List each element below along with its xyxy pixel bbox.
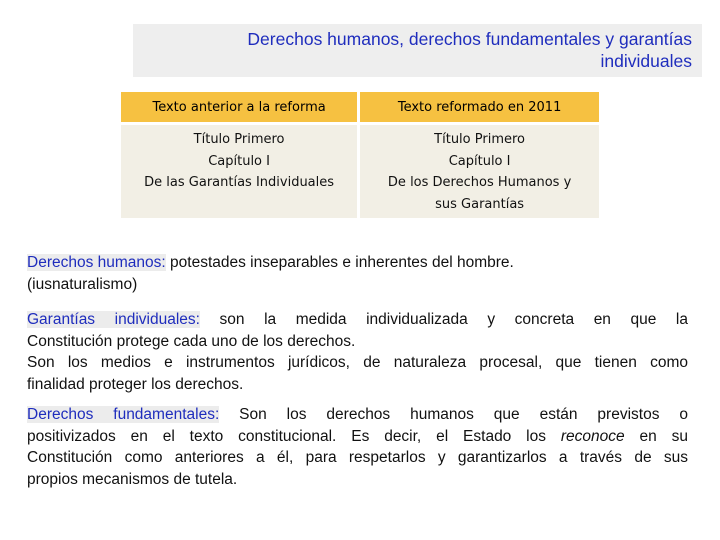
paragraph-derechos-humanos [27, 252, 688, 295]
definition-text: potestades inseparables e inherentes del hombre. [165, 254, 514, 271]
slide-title-line-1: Derechos humanos, derechos fundamentales y garantías [247, 29, 692, 49]
paragraph-line: (iusnaturalismo) [27, 275, 138, 293]
table-header-row [121, 92, 599, 125]
cell-line: sus Garantías [435, 196, 525, 212]
paragraph-line: Constitución protege cada uno de los derechos. [27, 332, 356, 350]
cell-line: Capítulo I [208, 153, 270, 169]
cell-after-reform [360, 125, 599, 218]
term-derechos-fundamentales: Derechos fundamentales: [27, 406, 220, 423]
header-before-reform: Texto anterior a la reforma [121, 92, 360, 125]
table-row [121, 125, 599, 218]
paragraph-garantias-individuales [27, 309, 688, 395]
cell-line: Capítulo I [448, 153, 511, 169]
definition-text: Son los derechos humanos que están previstos o [219, 406, 688, 423]
slide-title-line-2: individuales [600, 51, 692, 71]
paragraph-line [27, 309, 688, 331]
paragraph-line: Constitución como anteriores a él, para respetarlos y garantizarlos a través de sus [27, 449, 688, 466]
paragraph-line [27, 426, 688, 448]
comparison-table [121, 92, 599, 218]
paragraph-line [27, 252, 688, 274]
definition-text: son la medida individualizada y concreta en que la [199, 311, 688, 328]
cell-before-reform [121, 125, 360, 218]
cell-line: Título Primero [193, 132, 285, 147]
paragraph-line: propios mecanismos de tutela. [27, 470, 238, 488]
cell-line: Título Primero [434, 132, 526, 147]
term-derechos-humanos: Derechos humanos: [27, 254, 166, 271]
definition-text: positivizados en el texto constitucional. Es decir, el Estado los [27, 427, 561, 445]
header-after-reform: Texto reformado en 2011 [360, 92, 599, 125]
cell-line: De las Garantías Individuales [144, 175, 335, 190]
paragraph-line: finalidad proteger los derechos. [27, 375, 244, 393]
definition-text: en su [624, 427, 688, 445]
emphasis-reconoce: reconoce [560, 427, 625, 445]
cell-line: De los Derechos Humanos y [387, 175, 572, 190]
paragraph-derechos-fundamentales [27, 404, 688, 490]
term-garantias-individuales: Garantías individuales: [27, 311, 200, 328]
paragraph-line: Son los medios e instrumentos jurídicos, de naturaleza procesal, que tienen como [27, 354, 688, 371]
slide-title [133, 24, 702, 77]
paragraph-line [27, 404, 688, 426]
